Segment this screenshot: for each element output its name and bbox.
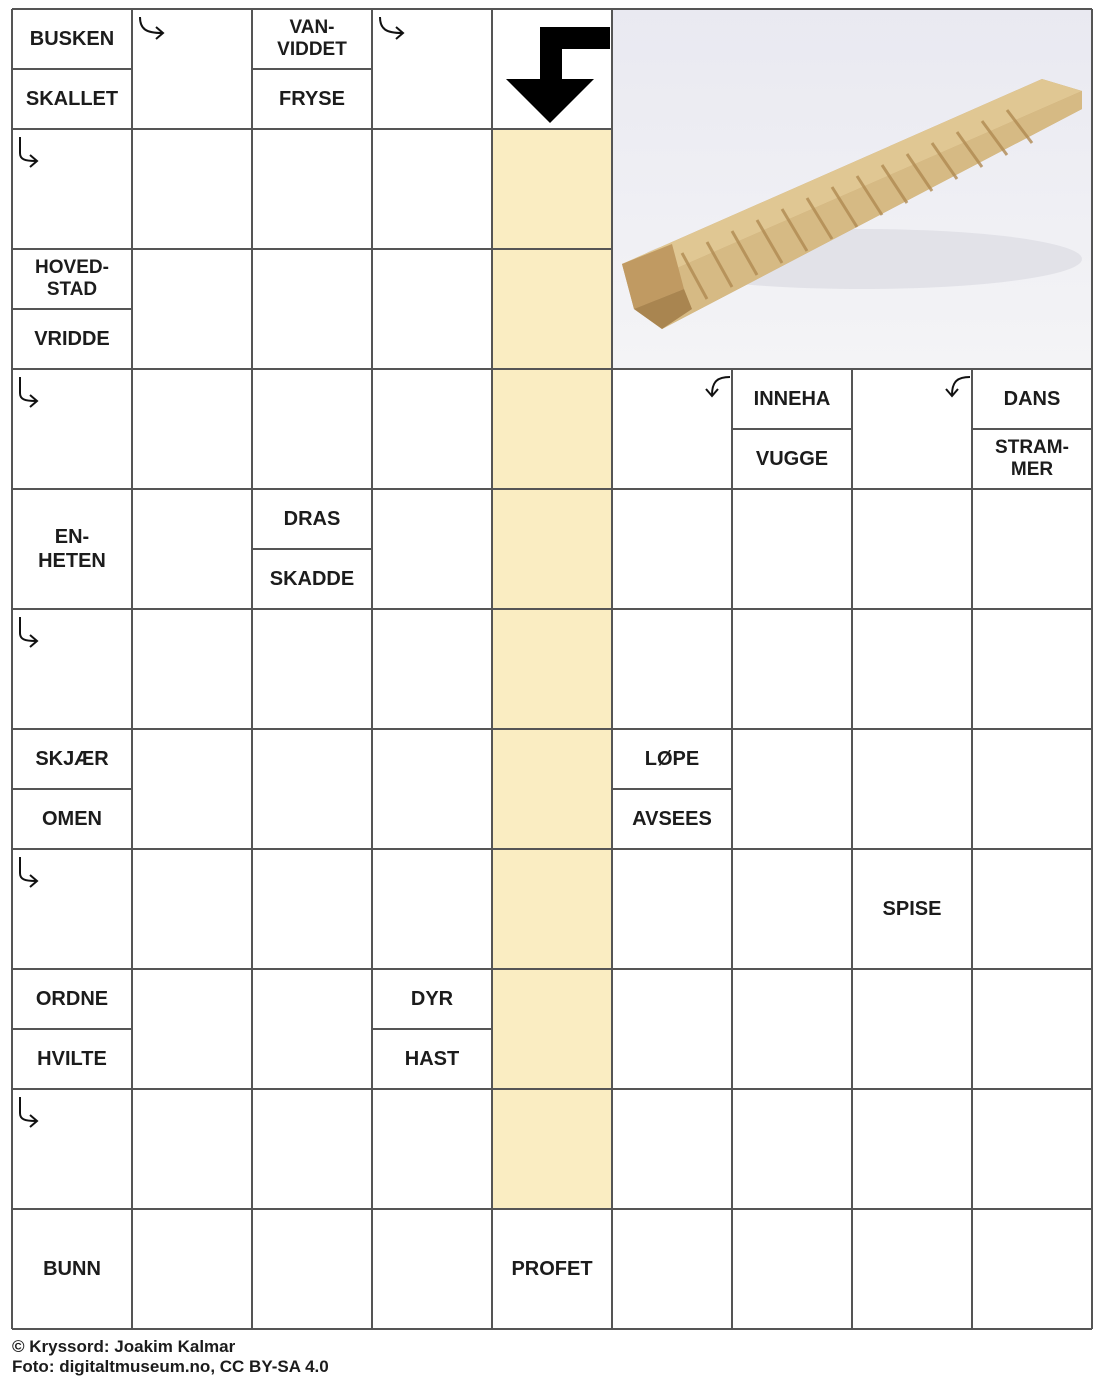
clue-hast: HAST (404, 1048, 460, 1070)
clue-divider (12, 1028, 132, 1030)
credits-crossword: © Kryssord: Joakim Kalmar (12, 1337, 236, 1356)
clue-spise: SPISE (882, 898, 942, 920)
clue-omen: OMEN (42, 808, 102, 830)
grid-line (12, 488, 1092, 490)
clue-profet: PROFET (511, 1258, 593, 1280)
clue-enheten: EN- HETEN (38, 526, 106, 572)
solution-arrow-icon (502, 21, 612, 129)
clue-inneha: INNEHA (753, 388, 831, 410)
arrow-right-down-icon (14, 1093, 50, 1129)
clue-hvilte: HVILTE (37, 1048, 107, 1070)
grid-line (12, 8, 1092, 10)
arrow-left-down-icon (938, 373, 974, 403)
washboard-image (612, 9, 1092, 369)
clue-vugge: VUGGE (755, 448, 829, 470)
grid-line (131, 9, 133, 1329)
clue-ordne: ORDNE (35, 988, 109, 1010)
crossword-board (12, 9, 1092, 1329)
clue-lope: LØPE (644, 748, 700, 770)
clue-skjaer: SKJÆR (35, 748, 109, 770)
clue-dras: DRAS (283, 508, 341, 530)
clue-divider (612, 788, 732, 790)
clue-divider (12, 788, 132, 790)
clue-divider (12, 308, 132, 310)
arrow-down-right-icon (136, 15, 172, 45)
clue-divider (252, 548, 372, 550)
clue-hovedstad: HOVED- STAD (35, 257, 109, 300)
arrow-right-down-icon (14, 133, 50, 169)
clue-skadde: SKADDE (269, 568, 355, 590)
clue-avsees: AVSEES (632, 808, 712, 830)
arrow-right-down-icon (14, 613, 50, 649)
clue-dyr: DYR (410, 988, 454, 1010)
clue-divider (732, 428, 852, 430)
grid-line (12, 368, 1092, 370)
grid-line (12, 608, 1092, 610)
arrow-right-down-icon (14, 373, 50, 409)
arrow-down-right-icon (376, 15, 412, 45)
grid-line (12, 728, 1092, 730)
clue-busken: BUSKEN (29, 28, 115, 50)
grid-line (12, 1088, 1092, 1090)
clue-vridde: VRIDDE (34, 328, 110, 350)
clue-divider (252, 68, 372, 70)
grid-line (251, 9, 253, 1329)
arrow-left-down-icon (698, 373, 734, 403)
washboard-photo (612, 9, 1092, 369)
clue-vanviddet: VAN- VIDDET (277, 17, 347, 60)
clue-fryse: FRYSE (279, 88, 345, 110)
credits (12, 1337, 329, 1377)
clue-bunn: BUNN (43, 1258, 101, 1280)
solution-column (492, 129, 612, 1209)
grid-line (371, 9, 373, 1329)
arrow-right-down-icon (14, 853, 50, 889)
clue-divider (12, 68, 132, 70)
clue-dans: DANS (1003, 388, 1061, 410)
clue-divider (372, 1028, 492, 1030)
credits-photo: Foto: digitaltmuseum.no, CC BY-SA 4.0 (12, 1357, 329, 1376)
clue-strammer: STRAM- MER (995, 437, 1069, 480)
grid-line (611, 9, 613, 1329)
clue-divider (972, 428, 1092, 430)
grid-line (1091, 9, 1093, 1329)
grid-line (11, 9, 13, 1329)
grid-line (491, 9, 493, 1329)
clue-skallet: SKALLET (25, 88, 119, 110)
